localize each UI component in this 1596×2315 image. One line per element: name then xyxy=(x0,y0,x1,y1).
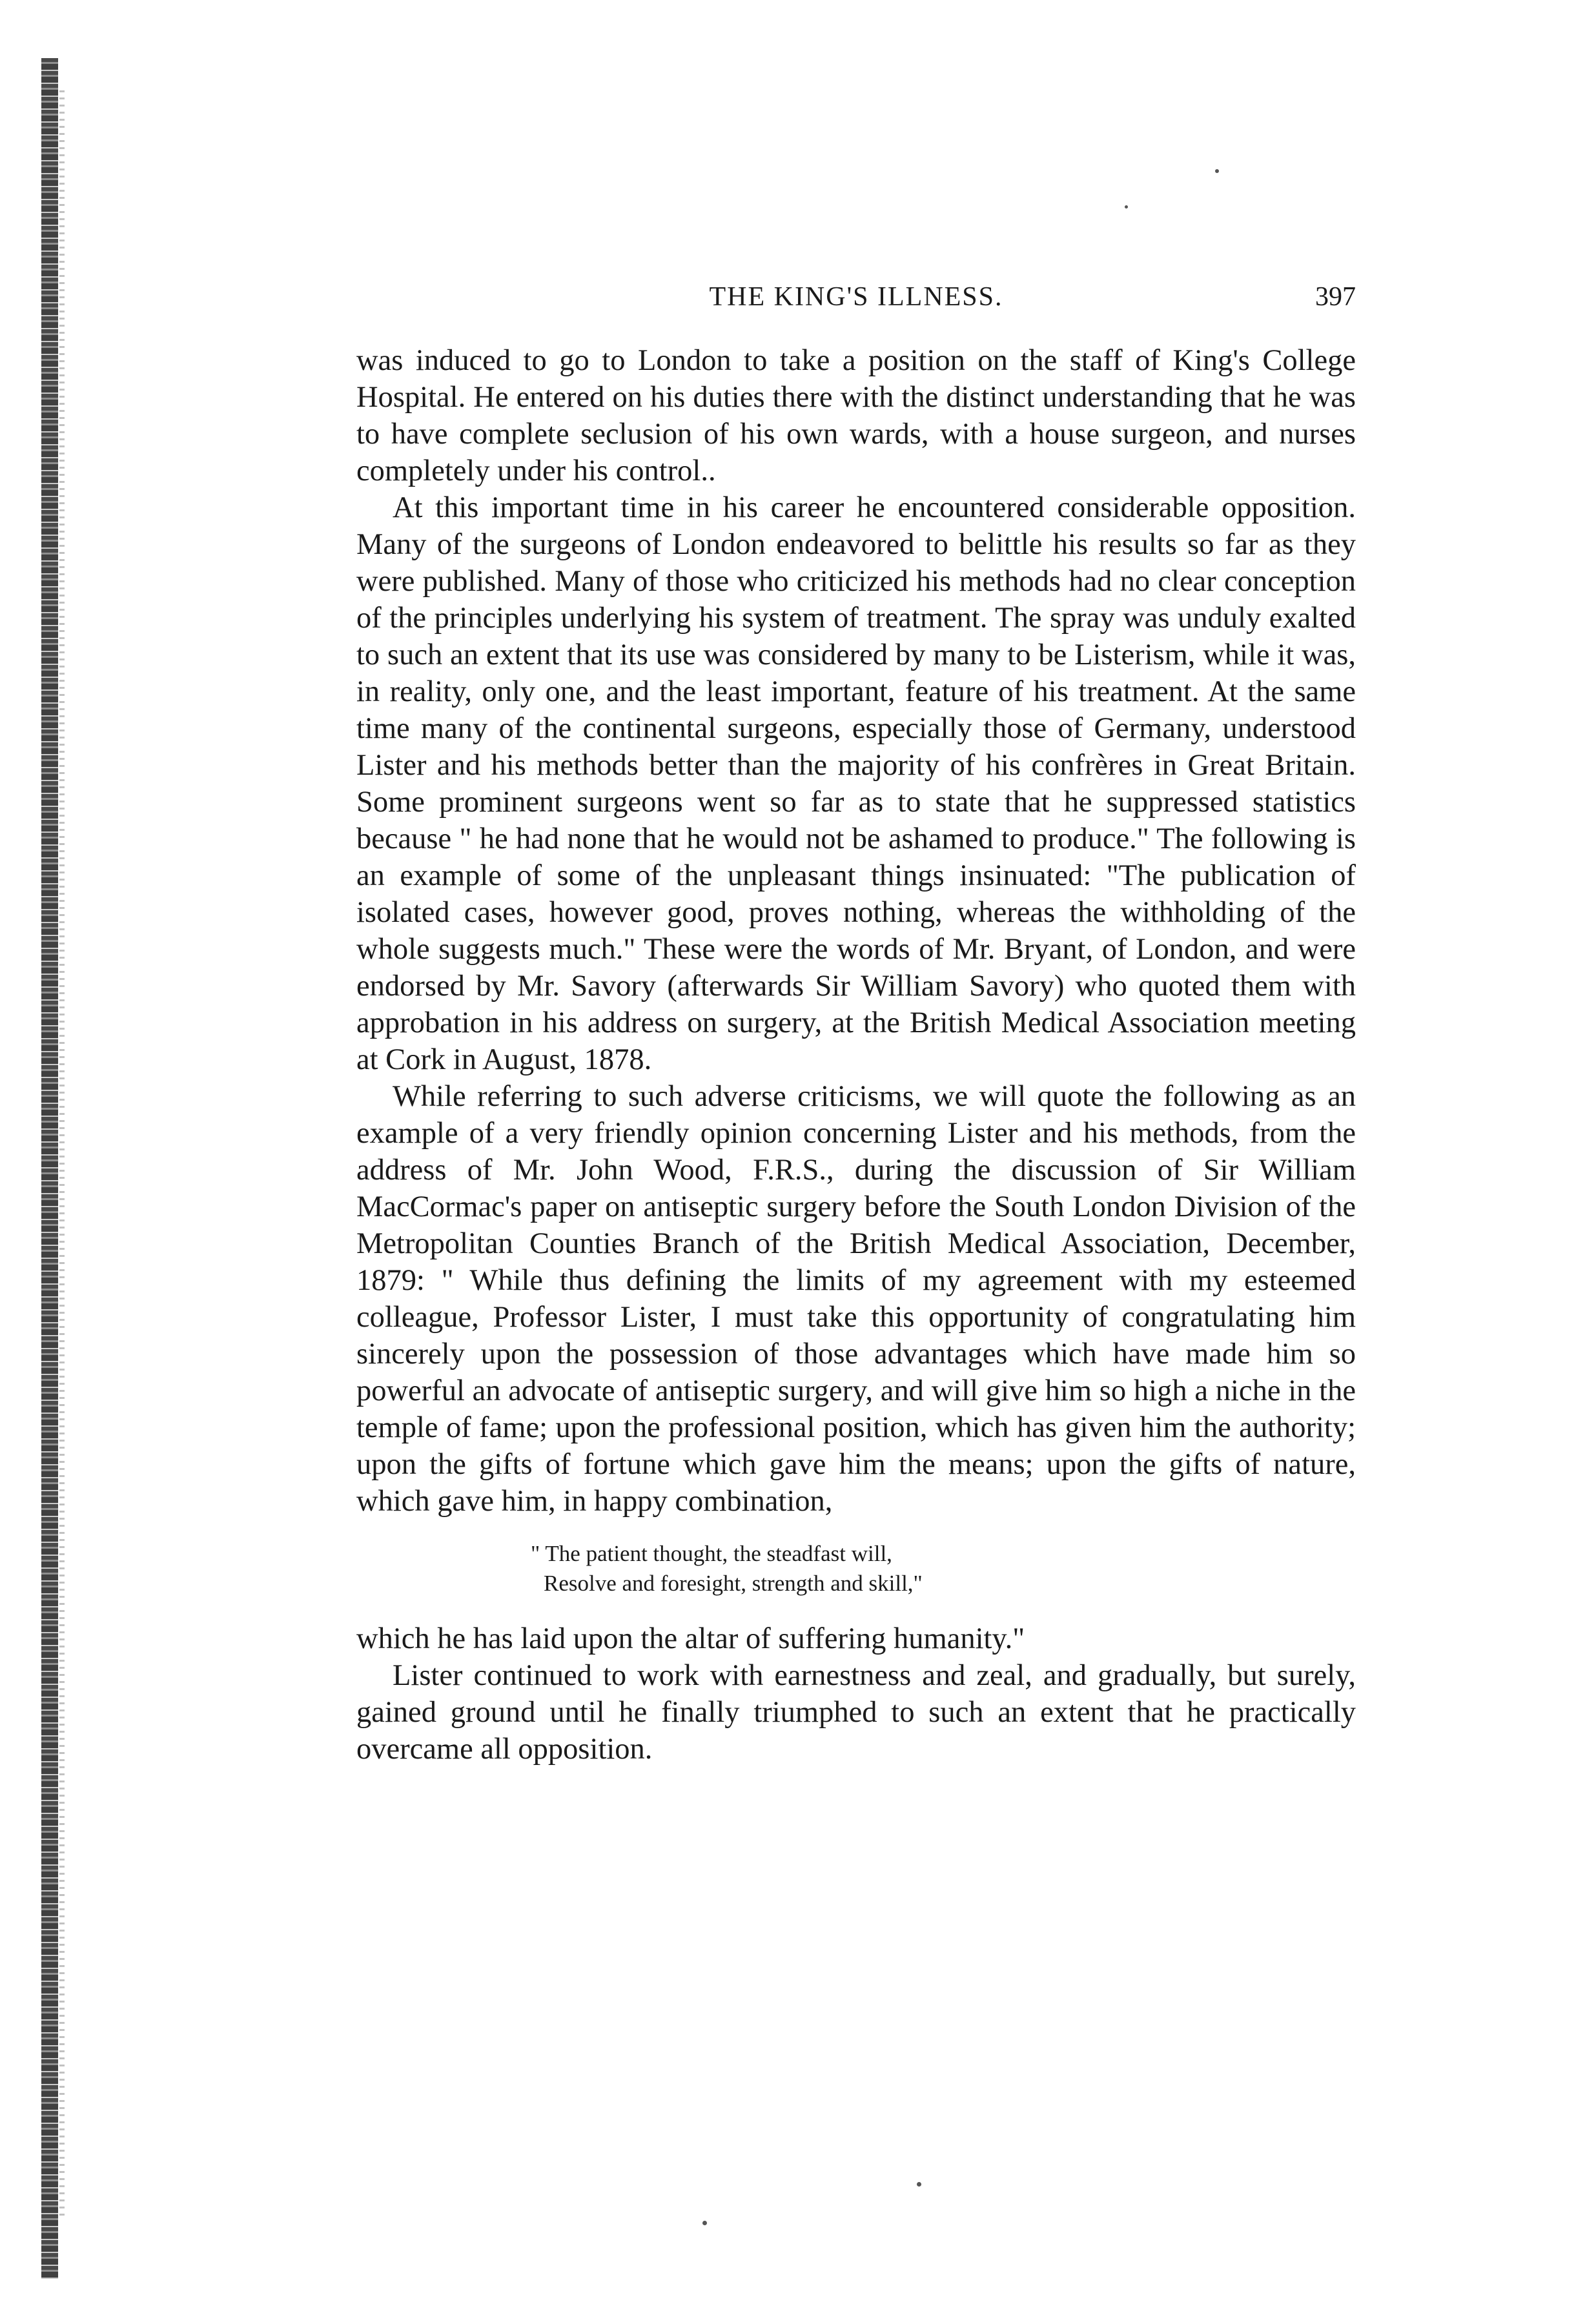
paragraph: Lister continued to work with earnestness and zeal, and gradually, but surely, gained ground until he finally triumphed to such an extent that he practically overcame all opposition. xyxy=(356,1659,1356,1766)
paragraph: which he has laid upon the altar of suffering humanity." xyxy=(356,1622,1025,1655)
page-speck xyxy=(1125,205,1128,209)
page-header xyxy=(356,279,1356,315)
page-number: 397 xyxy=(1315,282,1356,312)
paragraph: At this important time in his career he encountered considerable opposition. Many of the surgeons of London endeavored to belittle his results so far as they were published. Many of those who criticized his methods had no clear conception of the principles underlying his system of treatment. The spray was unduly exalted to such an extent that its use was considered by many to be Listerism, while it was, in reality, only one, and the least important, feature of his treatment. At the same time many of the continental surgeons, especially those of Germany, understood Lister and his methods better than the majority of his confrères in Great Britain. Some prominent surgeons went so far as to state that he suppressed statistics because " he had none that he would not be ashamed to produce." The following is an example of some of the unpleasant things insinuated: "The publication of isolated cases, however good, proves nothing, whereas the withholding of the whole suggests much." These were the words of Mr. Bryant, of London, and were endorsed by Mr. Savory (afterwards Sir William Savory) who quoted them with approbation in his address on surgery, at the British Medical Association meeting at Cork in August, 1878. xyxy=(356,491,1356,1076)
verse-line: Resolve and foresight, strength and skill," xyxy=(544,1571,923,1596)
body-text xyxy=(356,342,1356,1768)
verse-quotation xyxy=(356,1539,1356,1598)
page-binding-shadow xyxy=(59,90,65,2221)
page-speck xyxy=(702,2221,707,2225)
paragraph: was induced to go to London to take a position on the staff of King's College Hospital. He entered on his duties there with the distinct understanding that he was to have complete seclusion of his own wards, with a house surgeon, and nurses completely under his control.. xyxy=(356,344,1356,487)
paragraph: While referring to such adverse criticisms, we will quote the following as an example of a very friendly opinion concerning Lister and his methods, from the address of Mr. John Wood, F.R.S., during the discussion of Sir William MacCormac's paper on antiseptic surgery before the South London Division of the Metropolitan Counties Branch of the British Medical Association, December, 1879: " While thus defining the limits of my agreement with my esteemed colleague, Professor Lister, I must take this opportunity of congratulating him sincerely upon the possession of those advantages which have made him so powerful an advocate of antiseptic surgery, and will give him so high a niche in the temple of fame; upon the professional position, which has given him the authority; upon the gifts of fortune which gave him the means; upon the gifts of nature, which gave him, in happy combination, xyxy=(356,1080,1356,1518)
verse-line: " The patient thought, the steadfast will, xyxy=(531,1541,892,1566)
page-binding-edge xyxy=(41,58,58,2279)
page-speck xyxy=(917,2182,921,2187)
running-title: THE KING'S ILLNESS. xyxy=(709,282,1003,312)
page-speck xyxy=(1215,169,1219,173)
